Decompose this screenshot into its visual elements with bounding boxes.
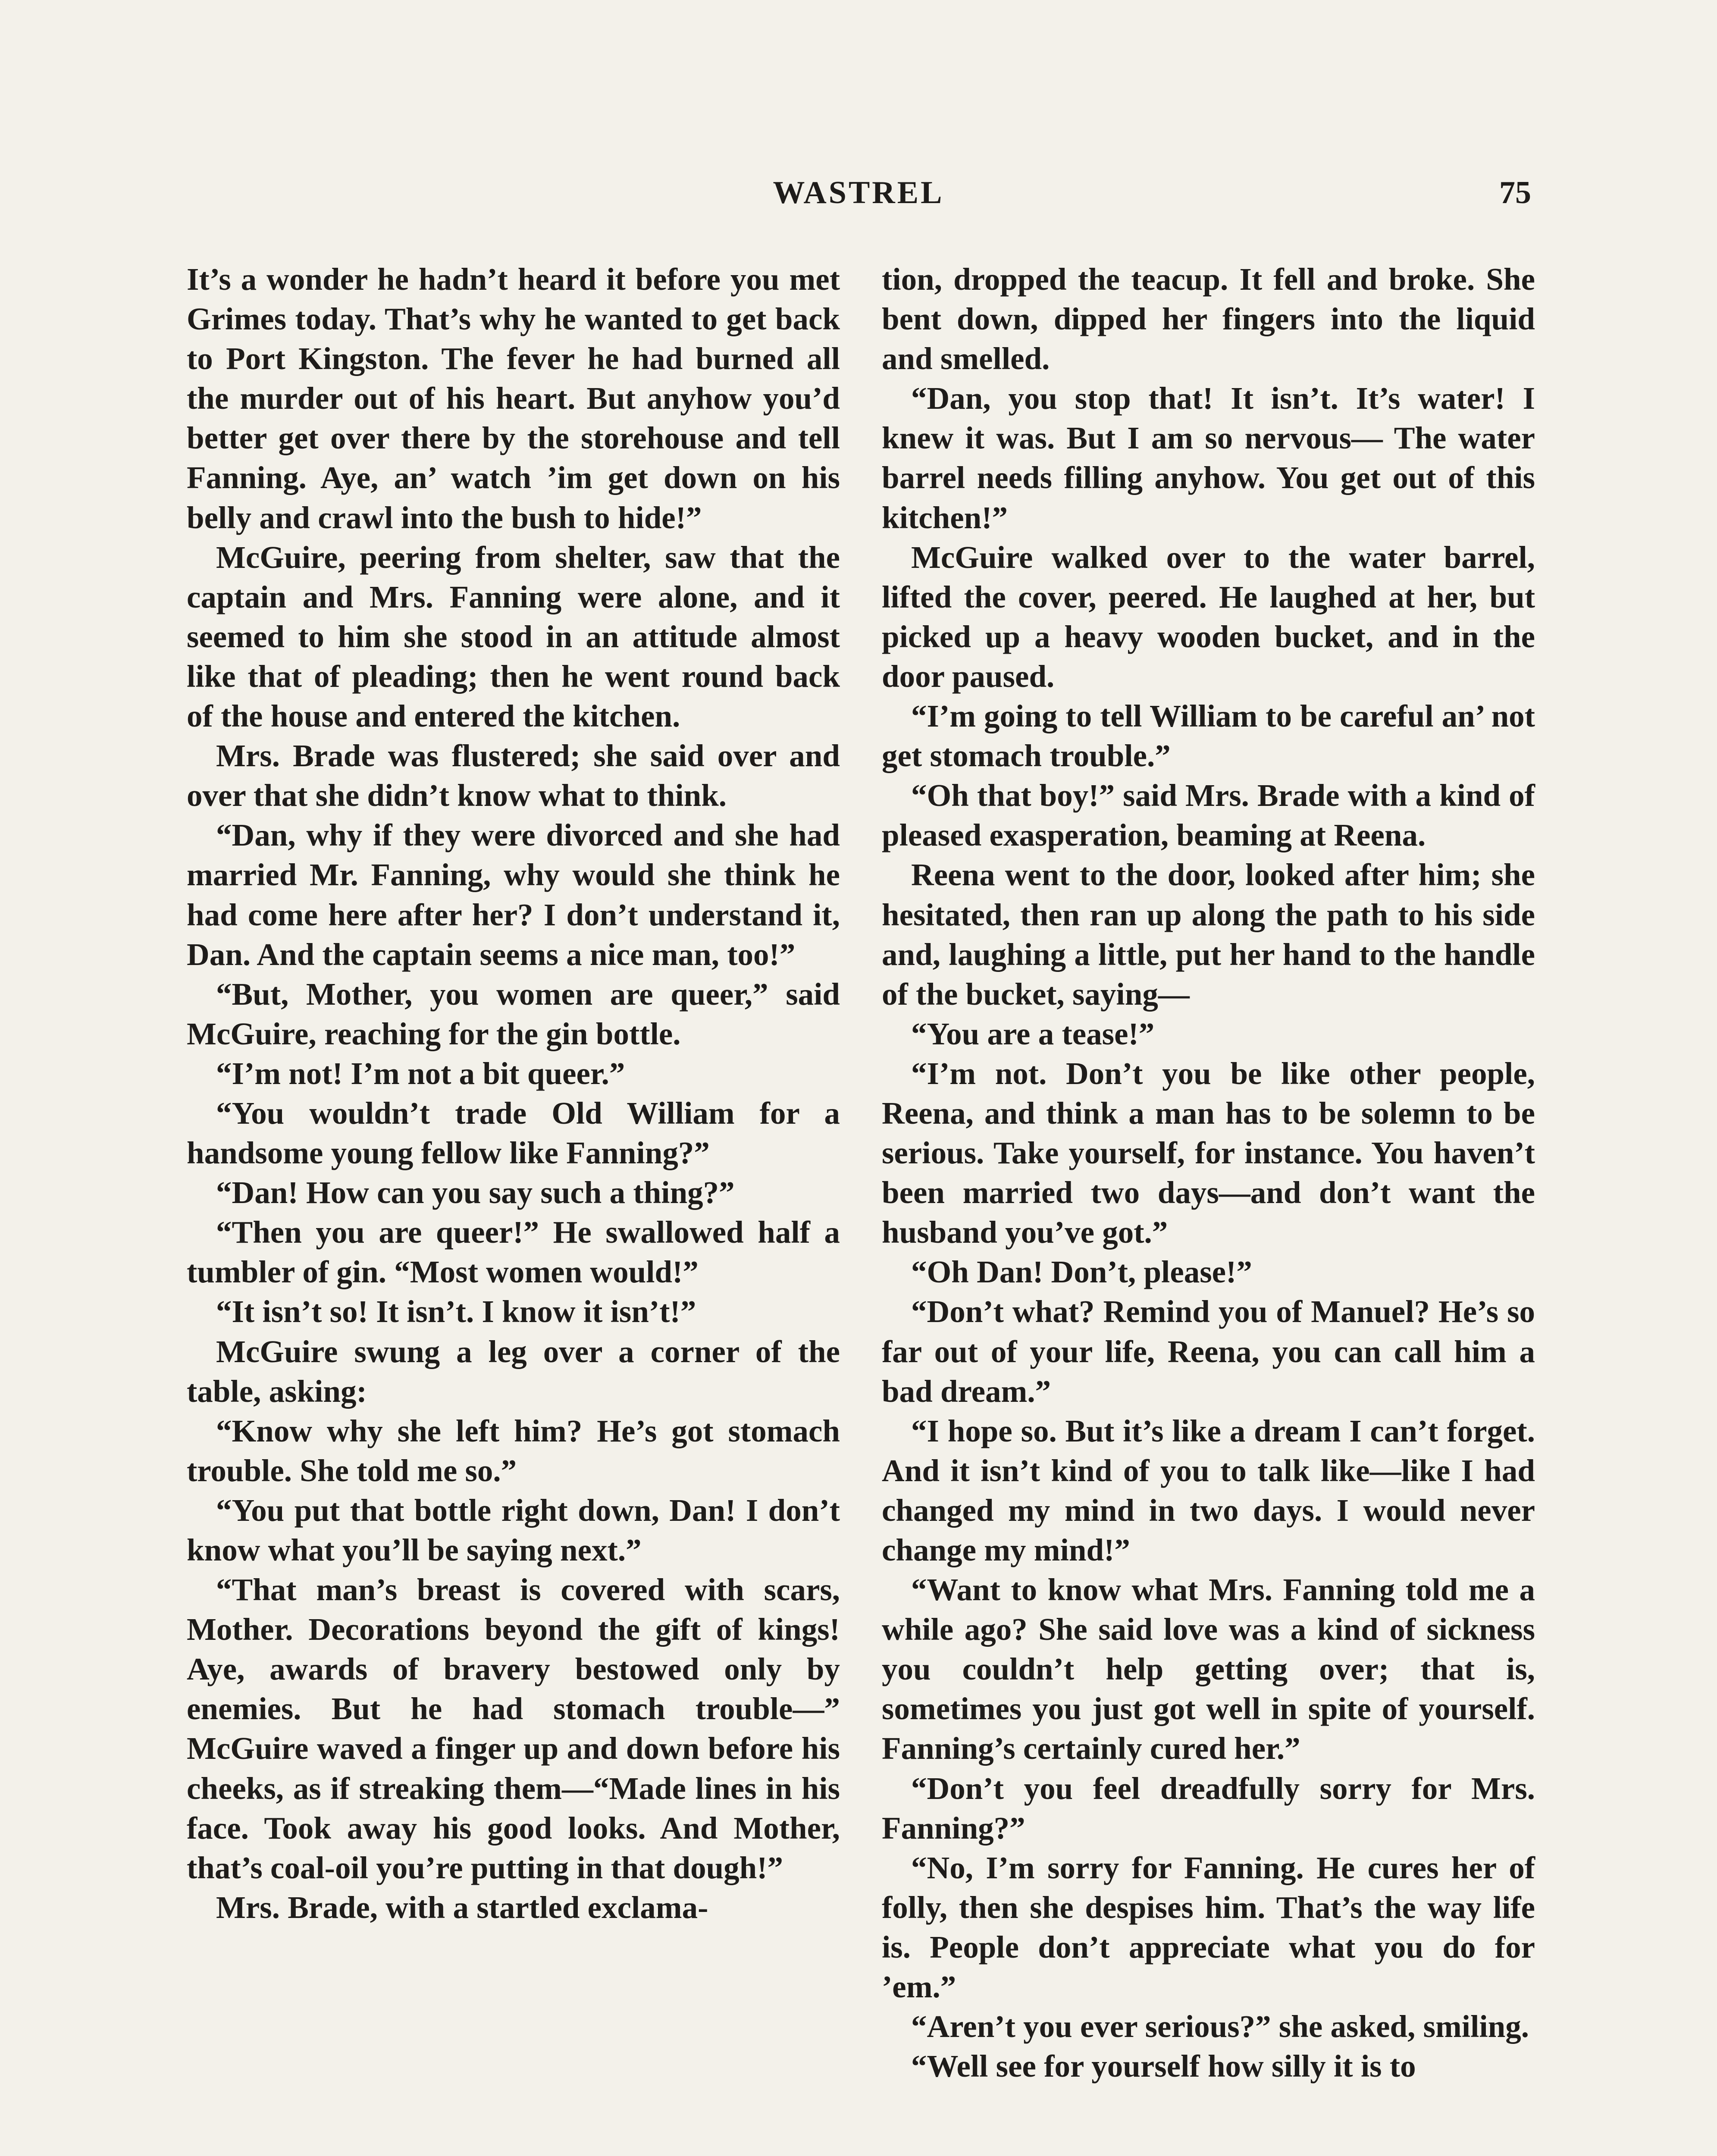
running-header — [186, 175, 1531, 222]
paragraph: Mrs. Brade was flustered; she said over and over that she didn’t know what to think. — [187, 738, 840, 813]
paragraph: tion, dropped the teacup. It fell and broke. She bent down, dipped her fingers into the liquid and smelled. — [882, 262, 1535, 376]
paragraph: “You put that bottle right down, Dan! I don’t know what you’ll be saying next.” — [187, 1492, 840, 1567]
paragraph: “You are a tease!” — [911, 1016, 1155, 1051]
paragraph: “Aren’t you ever serious?” she asked, smiling. — [911, 2009, 1529, 2044]
paragraph: “Know why she left him? He’s got stomach trouble. She told me so.” — [187, 1413, 840, 1488]
paragraph: “That man’s breast is covered with scars, Mother. Decorations beyond the gift of kings! Aye, awards of bravery bestowed only by enemies. But he had stomach trouble—” McGuire waved a finger up and down before his cheeks, as if streaking them—“Made lines in his face. Took away his good looks. And Mother, that’s coal-oil you’re putting in that dough!” — [187, 1572, 840, 1885]
paragraph: “No, I’m sorry for Fanning. He cures her of folly, then she despises him. That’s the way life is. People don’t appreciate what you do for ’em.” — [882, 1850, 1535, 2005]
paragraph: “It isn’t so! It isn’t. I know it isn’t!” — [216, 1294, 696, 1329]
paragraph: “I hope so. But it’s like a dream I can’t forget. And it isn’t kind of you to talk like—like I had changed my mind in two days. I would never change my mind!” — [882, 1413, 1535, 1567]
paragraph: Reena went to the door, looked after him; she hesitated, then ran up along the path to his side and, laughing a little, put her hand to the handle of the bucket, saying— — [882, 857, 1535, 1012]
right-text-column — [882, 260, 1535, 2086]
paragraph: “But, Mother, you women are queer,” said McGuire, reaching for the gin bottle. — [187, 976, 840, 1051]
paragraph: It’s a wonder he hadn’t heard it before you met Grimes today. That’s why he wanted to get back to Port Kingston. The fever he had burned all the murder out of his heart. But anyhow you’d better get over there by the storehouse and tell Fanning. Aye, an’ watch ’im get down on his belly and crawl into the bush to hide!” — [187, 262, 840, 535]
paragraph: “Dan, you stop that! It isn’t. It’s water! I knew it was. But I am so nervous— The water barrel needs filling anyhow. You get out of this kitchen!” — [882, 381, 1535, 535]
paragraph: “Want to know what Mrs. Fanning told me a while ago? She said love was a kind of sickness you couldn’t help getting over; that is, sometimes you just got well in spite of yourself. Fanning’s certainly cured her.” — [882, 1572, 1535, 1766]
paragraph: “I’m going to tell William to be careful an’ not get stomach trouble.” — [882, 699, 1535, 774]
paragraph: McGuire swung a leg over a corner of the table, asking: — [187, 1334, 840, 1409]
paragraph: “Then you are queer!” He swallowed half a tumbler of gin. “Most women would!” — [187, 1215, 840, 1290]
paragraph: “Dan! How can you say such a thing?” — [216, 1175, 735, 1210]
paragraph: “I’m not! I’m not a bit queer.” — [216, 1056, 625, 1091]
paragraph: “Don’t you feel dreadfully sorry for Mrs. Fanning?” — [882, 1771, 1535, 1846]
paragraph: “Dan, why if they were divorced and she had married Mr. Fanning, why would she think he had come here after her? I don’t understand it, Dan. And the captain seems a nice man, too!” — [187, 818, 840, 972]
paragraph: Mrs. Brade, with a startled exclama- — [216, 1890, 708, 1925]
paragraph: McGuire, peering from shelter, saw that the captain and Mrs. Fanning were alone, and it seemed to him she stood in an attitude almost like that of pleading; then he went round back of the house and entered the kitchen. — [187, 539, 840, 734]
paragraph: “Oh Dan! Don’t, please!” — [911, 1254, 1252, 1290]
paragraph: “Oh that boy!” said Mrs. Brade with a kind of pleased exasperation, beaming at Reena. — [882, 778, 1535, 853]
left-text-column — [187, 260, 840, 1927]
page-number: 75 — [1499, 175, 1531, 210]
paragraph: “Well see for yourself how silly it is to — [911, 2049, 1416, 2084]
paragraph: “I’m not. Don’t you be like other people, Reena, and think a man has to be solemn to be serious. Take yourself, for instance. You haven’t been married two days—and don’t want the husband you’ve got.” — [882, 1056, 1535, 1250]
running-head-title: WASTREL — [773, 175, 944, 210]
paragraph: McGuire walked over to the water barrel, lifted the cover, peered. He laughed at her, but picked up a heavy wooden bucket, and in the door paused. — [882, 539, 1535, 694]
paragraph: “You wouldn’t trade Old William for a handsome young fellow like Fanning?” — [187, 1095, 840, 1171]
paragraph: “Don’t what? Remind you of Manuel? He’s so far out of your life, Reena, you can call him a bad dream.” — [882, 1294, 1535, 1409]
